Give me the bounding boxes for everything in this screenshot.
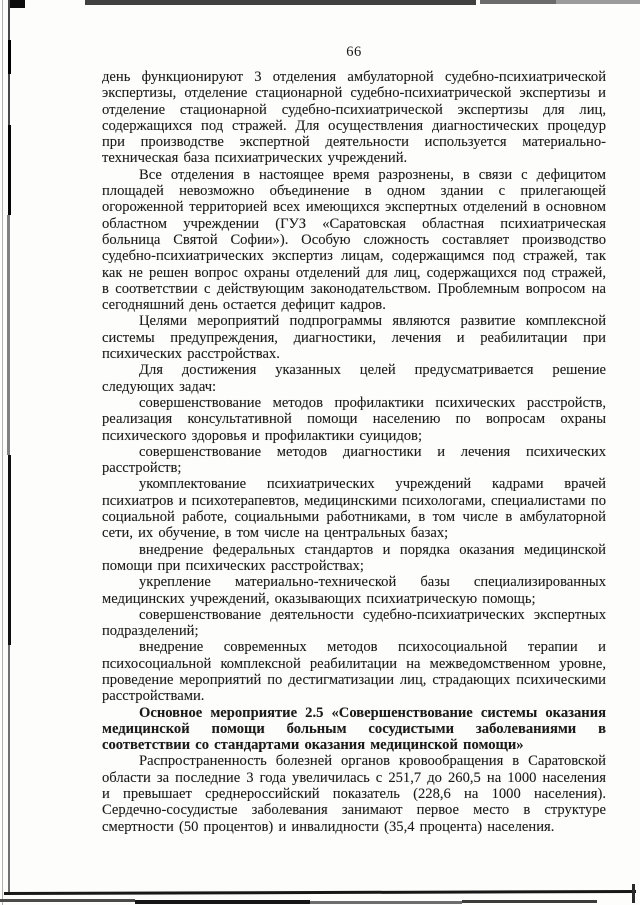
scan-top-edge-stripe-dark: [85, 0, 476, 5]
scan-left-inner-line: [8, 0, 10, 893]
body-paragraph: совершенствование методов диагностики и лечения психических расстройств;: [102, 443, 606, 477]
scan-bottom-edge-segment: [0, 899, 135, 902]
scan-bottom-edge-segment: [135, 900, 310, 904]
scan-left-line-dark-segment: [8, 125, 11, 215]
body-paragraph: укрепление материально-технической базы специализированных медицинских учреждений, оказывающих психиатрическую помощь;: [102, 574, 606, 607]
section-heading: Основное мероприятие 2.5 «Совершенствование системы оказания медицинской помощи больным сосудистыми заболеваниями в соответствии со стандартами оказания медицинской помощи»: [102, 704, 606, 754]
body-paragraph: внедрение федеральных стандартов и порядка оказания медицинской помощи при психических расстройствах;: [102, 541, 606, 574]
scan-left-line-dark-segment: [8, 40, 11, 74]
body-paragraph: Все отделения в настоящее время разрознены, в связи с дефицитом площадей невозможно объединение в одном здании с прилегающей огороженной территорией всех имеющихся экспертных отделений в основном областном учреждении (ГУЗ «Саратовская областная психиатрическая больница Святой Софии»). Особую сложность составляет производство судебно-психиатрических экспертиз лицам, содержащимся под стражей, так как не решен вопрос охраны отделений для лиц, содержащихся под стражей, в соответствии с действующим законодательством. Проблемным вопросом на сегодняшний день остается дефицит кадров.: [102, 166, 606, 314]
scan-left-line-gray-segment: [7, 215, 10, 455]
document-text-block: [102, 44, 606, 835]
scan-top-left-corner-mark: [8, 0, 25, 8]
body-paragraph: укомплектование психиатрических учреждений кадрами врачей психиатров и психотерапевтов, медицинскими психологами, специалистами по социальной работе, социальными работниками, в том числе в амбулаторной сети, их обучение, в том числе на центральных базах;: [102, 476, 606, 542]
scan-top-edge-stripe-mid: [480, 0, 556, 4]
scan-top-edge-stripe-light: [556, 0, 640, 4]
body-paragraph: совершенствование методов профилактики психических расстройств, реализация консультативной помощи населению по вопросам охраны психического здоровья и профилактики суицидов;: [102, 394, 606, 444]
scan-bottom-edge-segment: [310, 901, 462, 904]
scan-bottom-right-tick: [632, 884, 635, 903]
scan-bottom-rule-line: [4, 890, 636, 895]
body-paragraph: Целями мероприятий подпрограммы являются развитие комплексной системы предупреждения, диагностики, лечения и реабилитации при психических расстройствах.: [102, 313, 606, 363]
scan-bottom-edge-segment: [462, 900, 597, 903]
body-paragraph: внедрение современных методов психосоциальной терапии и психосоциальной комплексной реабилитации на межведомственном уровне, проведение мероприятий по дестигматизации лиц, страдающих психическими расстройствами.: [102, 639, 606, 705]
body-paragraph: Распространенность болезней органов кровообращения в Саратовской области за последние 3 года увеличилась с 251,7 до 260,5 на 1000 населения и превышает среднероссийский показатель (228,6 на 1000 населения). Сердечно-сосудистые заболевания занимают первое место в структуре смертности (50 процентов) и инвалидности (35,4 процента) населения.: [102, 753, 606, 835]
body-paragraph: Для достижения указанных целей предусматривается решение следующих задач:: [102, 362, 606, 395]
body-paragraph: совершенствование деятельности судебно-психиатрических экспертных подразделений;: [102, 606, 606, 640]
page-number: 66: [346, 44, 362, 60]
scan-left-line-gray-segment: [8, 645, 10, 893]
body-paragraph: день функционируют 3 отделения амбулаторной судебно-психиатрической экспертизы, отделение стационарной судебно-психиатрической экспертизы и отделение стационарной судебно-психиатрической экспертизы для лиц, содержащихся под стражей. Для осуществления диагностических процедур при производстве экспертной деятельности используется материально-техническая база психиатрических учреждений.: [102, 69, 606, 167]
scan-left-outer-line: [2, 0, 3, 905]
scan-left-line-dark-segment: [8, 455, 11, 645]
